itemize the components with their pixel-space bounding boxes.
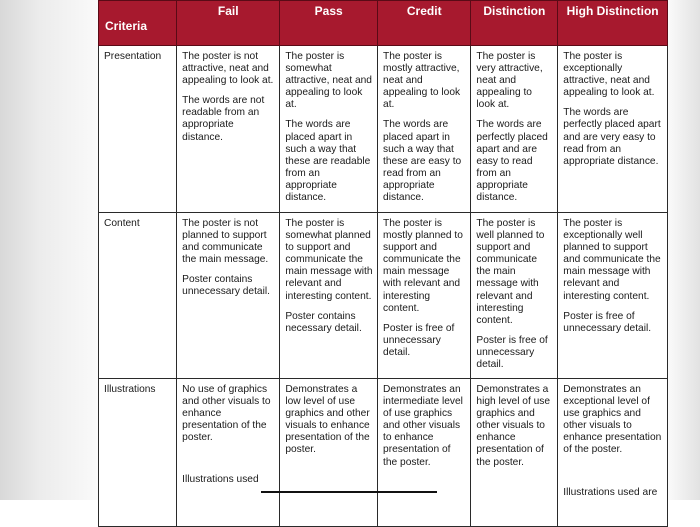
- cell-presentation-distinction: [471, 46, 558, 213]
- cell-text: The poster is very attractive, neat and appealing to look at.: [476, 51, 543, 111]
- cell-text: Poster is free of unnecessary detail.: [383, 322, 455, 358]
- header-credit: Credit: [378, 1, 471, 46]
- cell-text: Poster contains necessary detail.: [285, 310, 362, 334]
- header-fail: Fail: [177, 1, 280, 46]
- criterion-illustrations: Illustrations: [99, 379, 177, 527]
- cell-presentation-high-distinction: [558, 46, 668, 213]
- cell-text: Demonstrates an exceptional level of use graphics and other visuals to enhance presentation of the poster.: [563, 384, 662, 456]
- cell-text: Illustrations used are: [563, 486, 658, 498]
- cell-text: Poster contains unnecessary detail.: [182, 274, 270, 298]
- cell-text: Illustrations used: [182, 474, 259, 486]
- cell-text: Demonstrates a low level of use graphics and other visuals to enhance presentation of the poster.: [285, 384, 370, 456]
- cell-content-fail: [177, 213, 280, 379]
- cell-text: The poster is not attractive, neat and appealing to look at.: [182, 51, 274, 87]
- cell-content-credit: [378, 213, 471, 379]
- table-row: [99, 46, 668, 213]
- cell-illustrations-distinction: [471, 379, 558, 527]
- table-row: [99, 213, 668, 379]
- cell-presentation-fail: [177, 46, 280, 213]
- cell-illustrations-credit: [378, 379, 471, 527]
- cell-text: The words are placed apart in such a way that these are easy to read from an appropriate distance.: [383, 119, 462, 204]
- cell-text: The poster is somewhat attractive, neat and appealing to look at.: [285, 51, 372, 111]
- cell-text: Demonstrates an intermediate level of use graphics and other visuals to enhance presentation of the poster.: [383, 384, 463, 468]
- header-distinction: Distinction: [471, 1, 558, 46]
- table-row: [99, 379, 668, 527]
- cell-text: No use of graphics and other visuals to enhance presentation of the poster.: [182, 384, 271, 444]
- page-left-margin: [0, 0, 98, 500]
- cell-content-high-distinction: [558, 213, 668, 379]
- criterion-presentation: Presentation: [99, 46, 177, 213]
- cell-text: The poster is not planned to support and communicate the main message.: [182, 218, 269, 266]
- page-right-margin: [668, 0, 700, 500]
- cell-text: The words are not readable from an appropriate distance.: [182, 95, 265, 143]
- cell-illustrations-fail: [177, 379, 280, 527]
- cell-presentation-credit: [378, 46, 471, 213]
- header-row: [99, 1, 668, 46]
- cell-text: Demonstrates a high level of use graphics and other visuals to enhance presentation of the poster.: [476, 384, 551, 468]
- cell-text: The poster is exceptionally well planned to support and communicate the main message with relevant and interesting content.: [563, 218, 661, 302]
- cell-text: The poster is mostly attractive, neat and appealing to look at.: [383, 51, 461, 111]
- criterion-content: Content: [99, 213, 177, 379]
- rubric-table: [98, 0, 668, 527]
- cell-text: The poster is well planned to support and communicate the main message with relevant and interesting content.: [476, 218, 545, 326]
- cell-text: The words are perfectly placed apart and are very easy to read from an appropriate distance.: [563, 107, 661, 167]
- cell-text: The poster is exceptionally attractive, neat and appealing to look at.: [563, 51, 655, 99]
- cell-text: The words are placed apart in such a way that these are readable from an appropriate distance.: [285, 119, 371, 204]
- cell-presentation-pass: [280, 46, 378, 213]
- cell-illustrations-pass: [280, 379, 378, 527]
- cell-text: The poster is somewhat planned to support and communicate the main message with relevant and interesting content.: [285, 218, 373, 302]
- cell-content-distinction: [471, 213, 558, 379]
- cell-text: Poster is free of unnecessary detail.: [563, 310, 652, 334]
- cell-content-pass: [280, 213, 378, 379]
- cell-illustrations-high-distinction: [558, 379, 668, 527]
- cell-text: Poster is free of unnecessary detail.: [476, 334, 548, 371]
- header-high-distinction: High Distinction: [558, 1, 668, 46]
- cell-text: The words are perfectly placed apart and are easy to read from an appropriate distance.: [476, 119, 548, 204]
- cell-text: The poster is mostly planned to support and communicate the main message with relevant and interesting content.: [383, 218, 463, 314]
- page-cut-line: [261, 491, 437, 493]
- header-criteria: Criteria: [99, 1, 177, 46]
- header-pass: Pass: [280, 1, 378, 46]
